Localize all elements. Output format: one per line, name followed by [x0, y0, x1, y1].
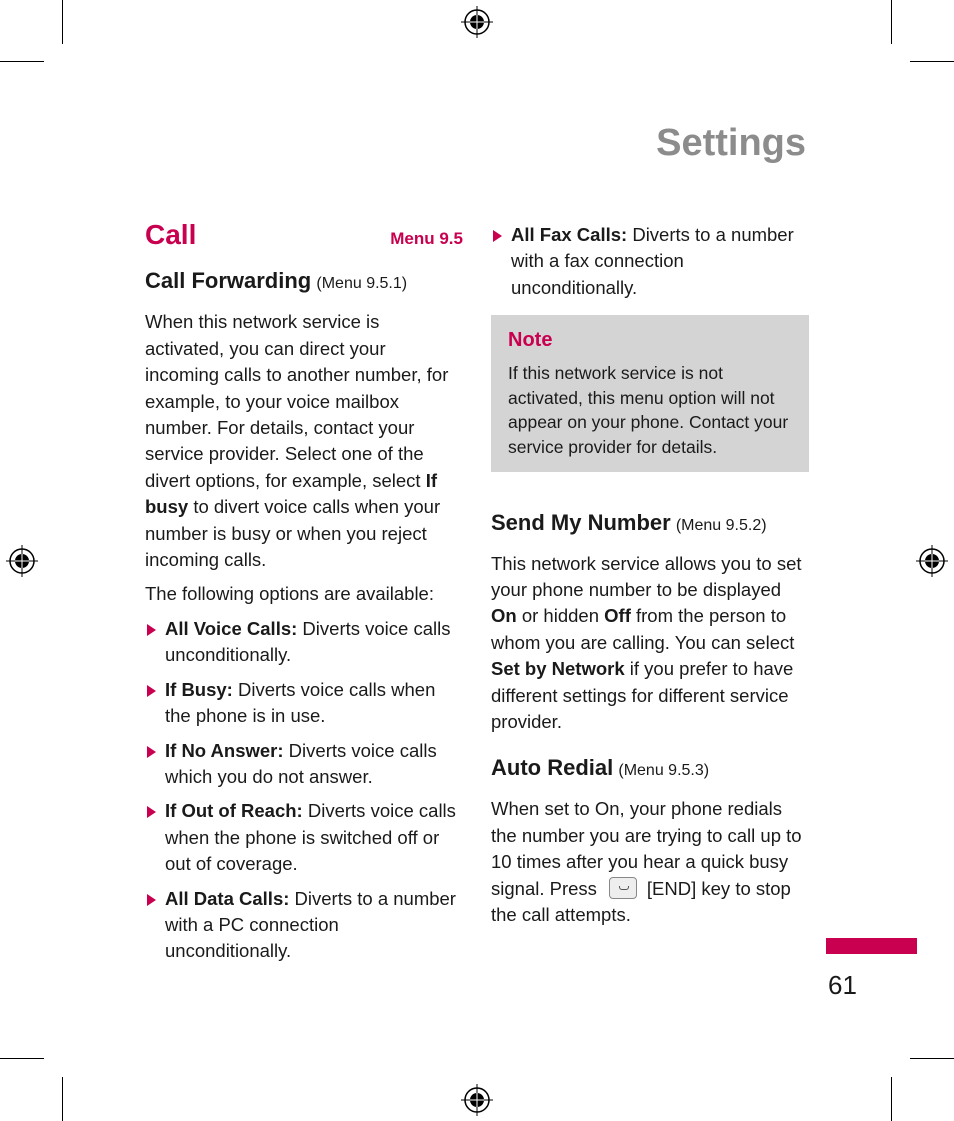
- option-label: If Out of Reach:: [165, 800, 303, 822]
- text-run: to divert voice calls when your number is busy or when you reject incoming calls.: [145, 496, 441, 571]
- option-label: If Busy:: [165, 678, 233, 700]
- option-list: [491, 222, 809, 301]
- option-text: Diverts to a number with a fax connection unconditionally.: [511, 224, 794, 298]
- subsection-menu-ref: (Menu 9.5.2): [675, 516, 767, 534]
- text-run: or hidden: [516, 605, 605, 627]
- bullet-arrow-icon: [147, 685, 156, 697]
- body-paragraph: [145, 309, 463, 573]
- option-label: If No Answer:: [165, 739, 284, 761]
- section-title: Call: [145, 219, 197, 250]
- registration-mark-icon: [916, 545, 948, 577]
- bullet-arrow-icon: [147, 746, 156, 758]
- subsection-title: Auto Redial: [491, 755, 614, 781]
- registration-mark-icon: [461, 6, 493, 38]
- option-text: Diverts voice calls when the phone is in use.: [165, 678, 436, 727]
- text-run: When set to On, your phone redials the number you are trying to call up to 10 times after you hear a quick busy signal. Press: [491, 798, 802, 899]
- text-run: from the person to whom you are calling. You can select: [491, 605, 795, 653]
- list-item: [145, 798, 463, 877]
- option-label: All Data Calls:: [165, 887, 290, 909]
- registration-mark-icon: [6, 545, 38, 577]
- option-text: Diverts voice calls when the phone is switched off or out of coverage.: [165, 800, 456, 875]
- note-title: Note: [508, 329, 553, 352]
- text-run: [END] key to stop the call attempts.: [491, 877, 791, 926]
- bold-term: Off: [604, 605, 631, 627]
- crop-mark: [62, 0, 63, 44]
- crop-mark: [891, 1077, 892, 1121]
- crop-mark: [891, 0, 892, 44]
- subsection-menu-ref: (Menu 9.5.1): [316, 275, 408, 293]
- end-key-icon: [609, 877, 637, 899]
- text-run: if you prefer to have different settings for different service provider.: [491, 658, 794, 733]
- bullet-arrow-icon: [493, 230, 502, 242]
- right-column: [491, 222, 809, 936]
- subsection-header: [491, 508, 809, 541]
- option-label: All Voice Calls:: [165, 617, 298, 639]
- subsection-title: Call Forwarding: [145, 268, 312, 294]
- crop-mark: [0, 61, 44, 62]
- body-paragraph: The following options are available:: [145, 583, 434, 605]
- list-item: [145, 738, 463, 791]
- text-run: This network service allows you to set your phone number to be displayed: [491, 552, 802, 600]
- page-title: Settings: [656, 122, 806, 164]
- crop-mark: [0, 1058, 44, 1059]
- option-text: Diverts voice calls which you do not answer.: [165, 739, 437, 787]
- note-box: [491, 315, 809, 471]
- list-item: [145, 886, 463, 965]
- subsection-title: Send My Number: [491, 509, 671, 535]
- bullet-arrow-icon: [147, 624, 156, 636]
- bold-term: On: [491, 605, 517, 627]
- list-item: [491, 222, 809, 301]
- text-run: When this network service is activated, you can direct your incoming calls to another number, for example, to your voice mailbox number. For details, contact your service provider. Select one of the divert options, for example, select: [145, 311, 449, 491]
- bullet-arrow-icon: [147, 894, 156, 906]
- subsection-header: [491, 753, 809, 786]
- option-text: Diverts to a number with a PC connection unconditionally.: [165, 887, 456, 962]
- body-paragraph: [491, 796, 809, 928]
- option-list: [145, 616, 463, 965]
- bold-term: If busy: [145, 469, 438, 518]
- left-column: [145, 219, 463, 973]
- section-menu-ref: Menu 9.5: [390, 229, 463, 248]
- crop-mark: [910, 1058, 954, 1059]
- list-item: [145, 677, 463, 730]
- bullet-arrow-icon: [147, 806, 156, 818]
- list-item: [145, 616, 463, 669]
- bold-term: Set by Network: [491, 658, 625, 680]
- subsection-menu-ref: (Menu 9.5.3): [618, 762, 710, 780]
- page-tab-bar: [826, 938, 917, 954]
- note-text: If this network service is not activated, this menu option will not appear on your phone. Contact your service provider for details.: [508, 363, 789, 457]
- crop-mark: [910, 61, 954, 62]
- page-number: 61: [828, 970, 857, 1000]
- option-text: Diverts voice calls unconditionally.: [165, 617, 451, 666]
- subsection-header: [145, 266, 463, 299]
- section-header: [145, 219, 463, 252]
- body-paragraph: [491, 551, 809, 736]
- crop-mark: [62, 1077, 63, 1121]
- option-label: All Fax Calls:: [511, 224, 628, 245]
- registration-mark-icon: [461, 1084, 493, 1116]
